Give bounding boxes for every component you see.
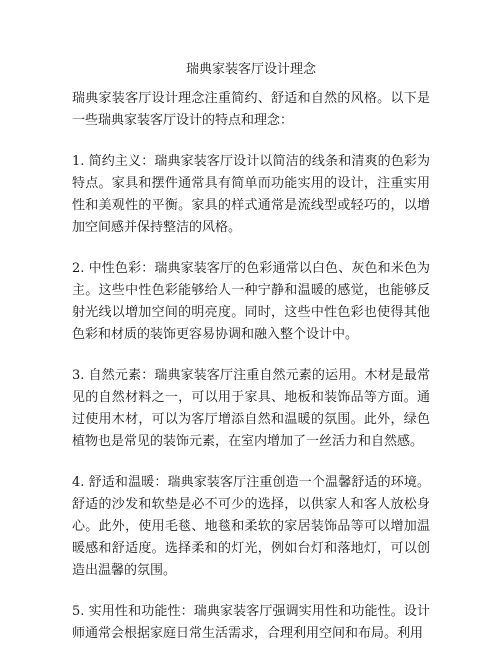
point-comfort-warmth: 4. 舒适和温暖：瑞典家装客厅注重创造一个温馨舒适的环境。舒适的沙发和软垫是必不可少的选择，以供家人和客人放松身心。此外，使用毛毯、地毯和柔软的家居装饰品等可以增加温暖感和舒适度。选择柔和的灯光，例如台灯和落地灯，可以创造出温馨的氛围。: [72, 475, 430, 578]
point-neutral-colors: 2. 中性色彩：瑞典家装客厅的色彩通常以白色、灰色和米色为主。这些中性色彩能够给人一种宁静和温暖的感觉，也能够反射光线以增加空间的明亮度。同时，这些中性色彩也使得其他色彩和材质的装饰更容易协调和融入整个设计中。: [72, 261, 430, 342]
point-simplicity: 1. 简约主义：瑞典家装客厅设计以简洁的线条和清爽的色彩为特点。家具和摆件通常具有简单而功能实用的设计，注重实用性和美观性的平衡。家具的样式通常是流线型或轻巧的，以增加空间感并保持整洁的风格。: [72, 154, 430, 235]
point-practicality: 5. 实用性和功能性：瑞典家装客厅强调实用性和功能性。设计师通常会根据家庭日常生活需求，合理利用空间和布局。利用: [72, 604, 430, 641]
document-title: 瑞典家装客厅设计理念: [185, 62, 316, 77]
point-natural-elements: 3. 自然元素：瑞典家装客厅注重自然元素的运用。木材是最常见的自然材料之一，可以用于家具、地板和装饰品等方面。通过使用木材，可以为客厅增添自然和温暖的氛围。此外，绿色植物也是常见的装饰元素，在室内增加了一丝活力和自然感。: [72, 368, 430, 449]
intro-paragraph: 瑞典家装客厅设计理念注重简约、舒适和自然的风格。以下是一些瑞典家装客厅设计的特点和理念：: [72, 91, 430, 128]
document-page: [72, 60, 430, 664]
